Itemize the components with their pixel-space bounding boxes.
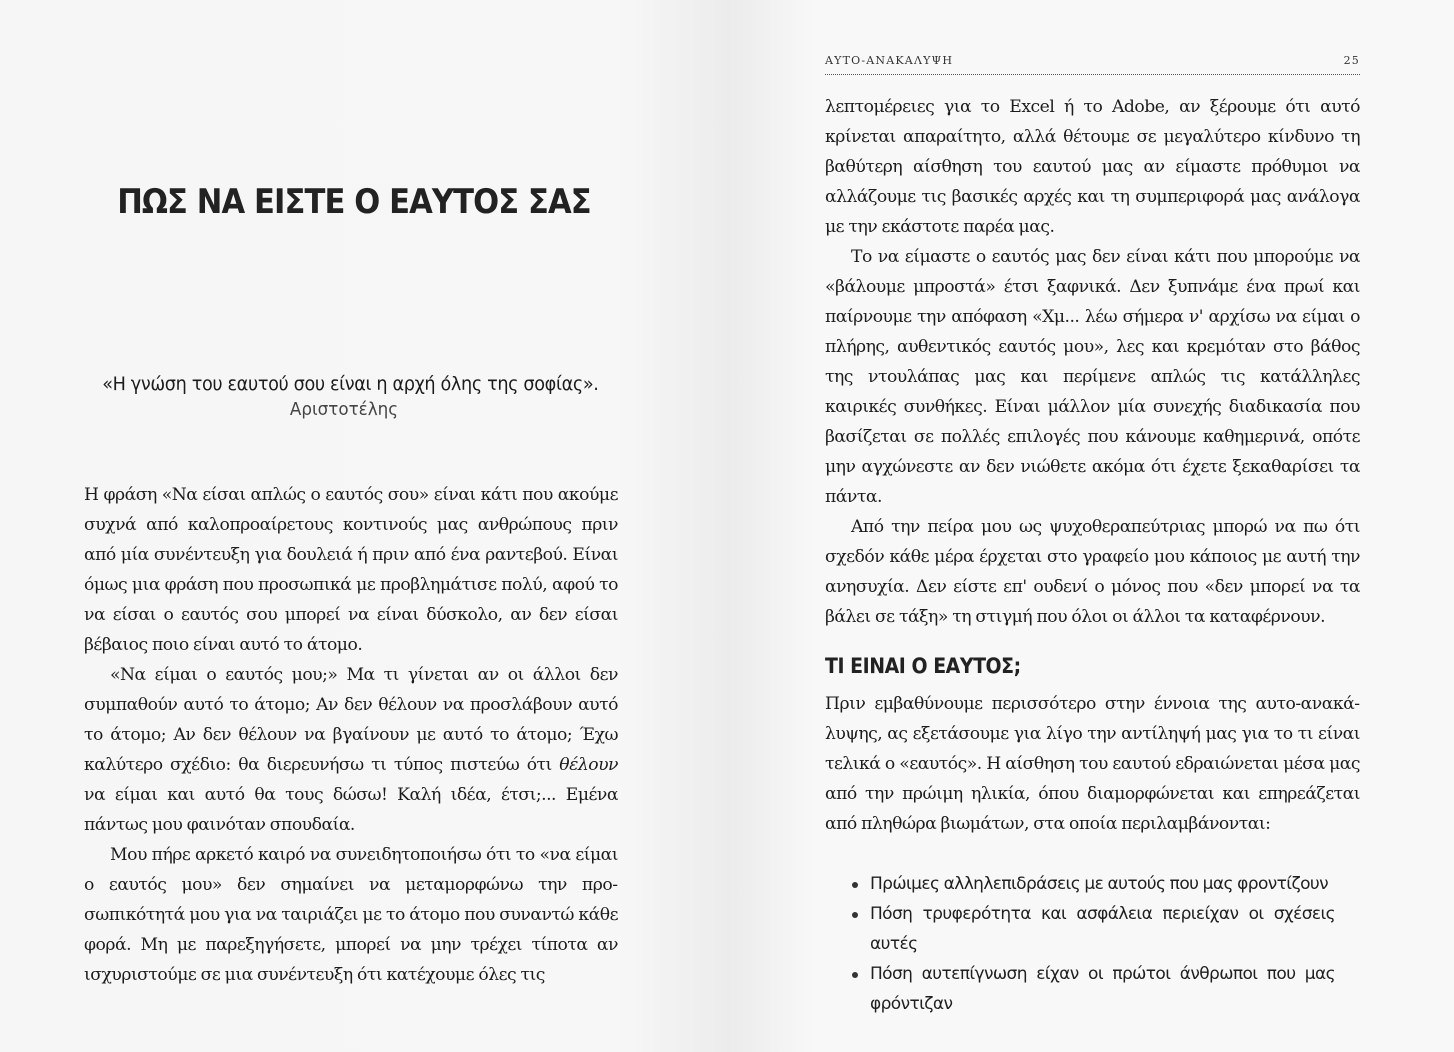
bullet-list — [849, 869, 1335, 1019]
running-header-title: ΑΥΤΟ-ΑΝΑΚΑΛΥΨΗ — [825, 54, 954, 67]
section-body — [825, 689, 1360, 839]
bullet-text: Πρώιμες αλληλεπιδράσεις με αυτούς που μας φροντίζουν — [870, 874, 1329, 894]
chapter-title: ΠΩΣ ΝΑ ΕΙΣΤΕ Ο ΕΑΥΤΟΣ ΣΑΣ — [117, 182, 591, 222]
bullet-dot-icon — [852, 882, 858, 888]
body-paragraph: Πριν εμβαθύνουμε περισσότερο στην έννοια της αυτο-ανακάλυψης, ας εξετάσουμε για λίγο την αντίληψή μας για το τι είναι τελικά ο «εαυτός». Η αίσθηση του εαυτού εδραιώνεται μέσα μας από την πρώιμη ηλικία, όπου διαμορφώνεται και επηρεάζεται από πληθώρα βιωμάτων, στα οποία περιλαμβάνονται: — [825, 694, 1360, 834]
right-page-body — [825, 92, 1360, 632]
paragraph-text: «Να είμαι ο εαυτός μου;» Μα τι γίνεται αν οι άλλοι δεν συμπαθούν αυτό το άτομο; Αν δεν θέλουν να προσλάβουν αυτό το άτομο; Αν δεν θέλουν να βγαίνουν με αυτό το άτομο; Έχω καλύτερο σχέδιο: θα διερευνήσω τι τύπος πιστεύω ότι — [84, 665, 618, 775]
epigraph-quote: «Η γνώση του εαυτού σου είναι η αρχή όλης της σοφίας». — [102, 373, 599, 395]
page-number: 25 — [1343, 54, 1360, 67]
paragraph-text: να είμαι και αυτό θα τους δώσω! Καλή ιδέα, έτσι;... Εμένα πάντως μου φαινόταν σπουδαία. — [84, 785, 618, 835]
epigraph — [84, 373, 604, 420]
section-heading: ΤΙ ΕΙΝΑΙ Ο ΕΑΥΤΟΣ; — [825, 654, 1021, 678]
bullet-text: Πόση τρυφερότητα και ασφάλεια περιείχαν οι σχέσεις αυτές — [870, 904, 1335, 954]
body-paragraph: Από την πείρα μου ως ψυχοθεραπεύτριας μπορώ να πω ότι σχεδόν κάθε μέρα έρχεται στο γραφείο μου κάποιος με αυτή την ανησυχία. Δεν είστε επ' ουδενί ο μόνος που «δεν μπορεί να τα βάλει σε τάξη» τη στιγμή που όλοι οι άλλοι τα καταφέρνουν. — [825, 517, 1360, 627]
bullet-item — [849, 869, 1335, 899]
body-paragraph: Το να είμαστε ο εαυτός μας δεν είναι κάτι που μπορούμε να «βάλουμε μπροστά» έτσι ξαφνικά. Δεν ξυπνάμε ένα πρωί και παίρνουμε την απόφαση «Χμ... λέω σήμερα ν' αρχίσω να είμαι ο πλήρης, αυθεντικός εαυτός μου», λες και κρεμόταν στο βάθος της ντουλάπας μας και περίμενε απλώς τις κατάλληλες καιρικές συνθήκες. Είναι μάλλον μία συνεχής διαδικασία που βασίζεται σε πολλές επιλογές που κάνουμε καθημερινά, οπότε μην αγχώνεστε αν δεν νιώθετε ακόμα ότι έχετε ξεκαθαρίσει τα πάντα. — [825, 247, 1360, 507]
body-paragraph: Η φράση «Να είσαι απλώς ο εαυτός σου» είναι κάτι που ακούμε συχνά από καλοπροαίρετους κοντινούς μας ανθρώπους πριν από μία συνέντευξη για δουλειά ή πριν από ένα ραντεβού. Είναι όμως μια φράση που προσωπικά με προβλημάτισε πολύ, αφού το να είσαι ο εαυτός σου μπορεί να είναι δύσκολο, αν δεν είσαι βέβαιος ποιο είναι αυτό το άτομο. — [84, 485, 618, 655]
right-page — [727, 0, 1454, 1052]
bullet-dot-icon — [852, 972, 858, 978]
body-paragraph: λεπτομέρειες για το Excel ή το Adobe, αν ξέρουμε ότι αυτό κρίνεται απαραίτητο, αλλά θέτουμε σε μεγαλύτερο κίνδυνο τη βαθύτερη αίσθηση του εαυτού μας αν είμαστε πρόθυμοι να αλλάζουμε τις βασικές αρχές και τη συμπεριφορά μας ανάλογα με την εκάστοτε παρέα μας. — [825, 97, 1360, 237]
bullet-item — [849, 899, 1335, 959]
body-paragraph: Μου πήρε αρκετό καιρό να συνειδητοποιήσω ότι το «να είμαι ο εαυτός μου» δεν σημαίνει να μεταμορφώνω την προσωπικότητά μου για να ταιριάζει με το άτομο που συναντώ κάθε φορά. Μη με παρεξηγήσετε, μπορεί να μην τρέχει τίποτα αν ισχυριστούμε σε μια συνέντευξη ότι κατέχουμε όλες τις — [84, 845, 618, 985]
running-header — [825, 52, 1360, 75]
body-paragraph — [84, 660, 618, 840]
left-page-body — [84, 480, 618, 990]
bullet-item — [849, 959, 1335, 1019]
bullet-dot-icon — [852, 912, 858, 918]
epigraph-author: Αριστοτέλης — [289, 399, 399, 420]
emphasized-word: θέλουν — [559, 755, 618, 775]
bullet-text: Πόση αυτεπίγνωση είχαν οι πρώτοι άνθρωποι που μας φρόντιζαν — [870, 964, 1335, 1014]
